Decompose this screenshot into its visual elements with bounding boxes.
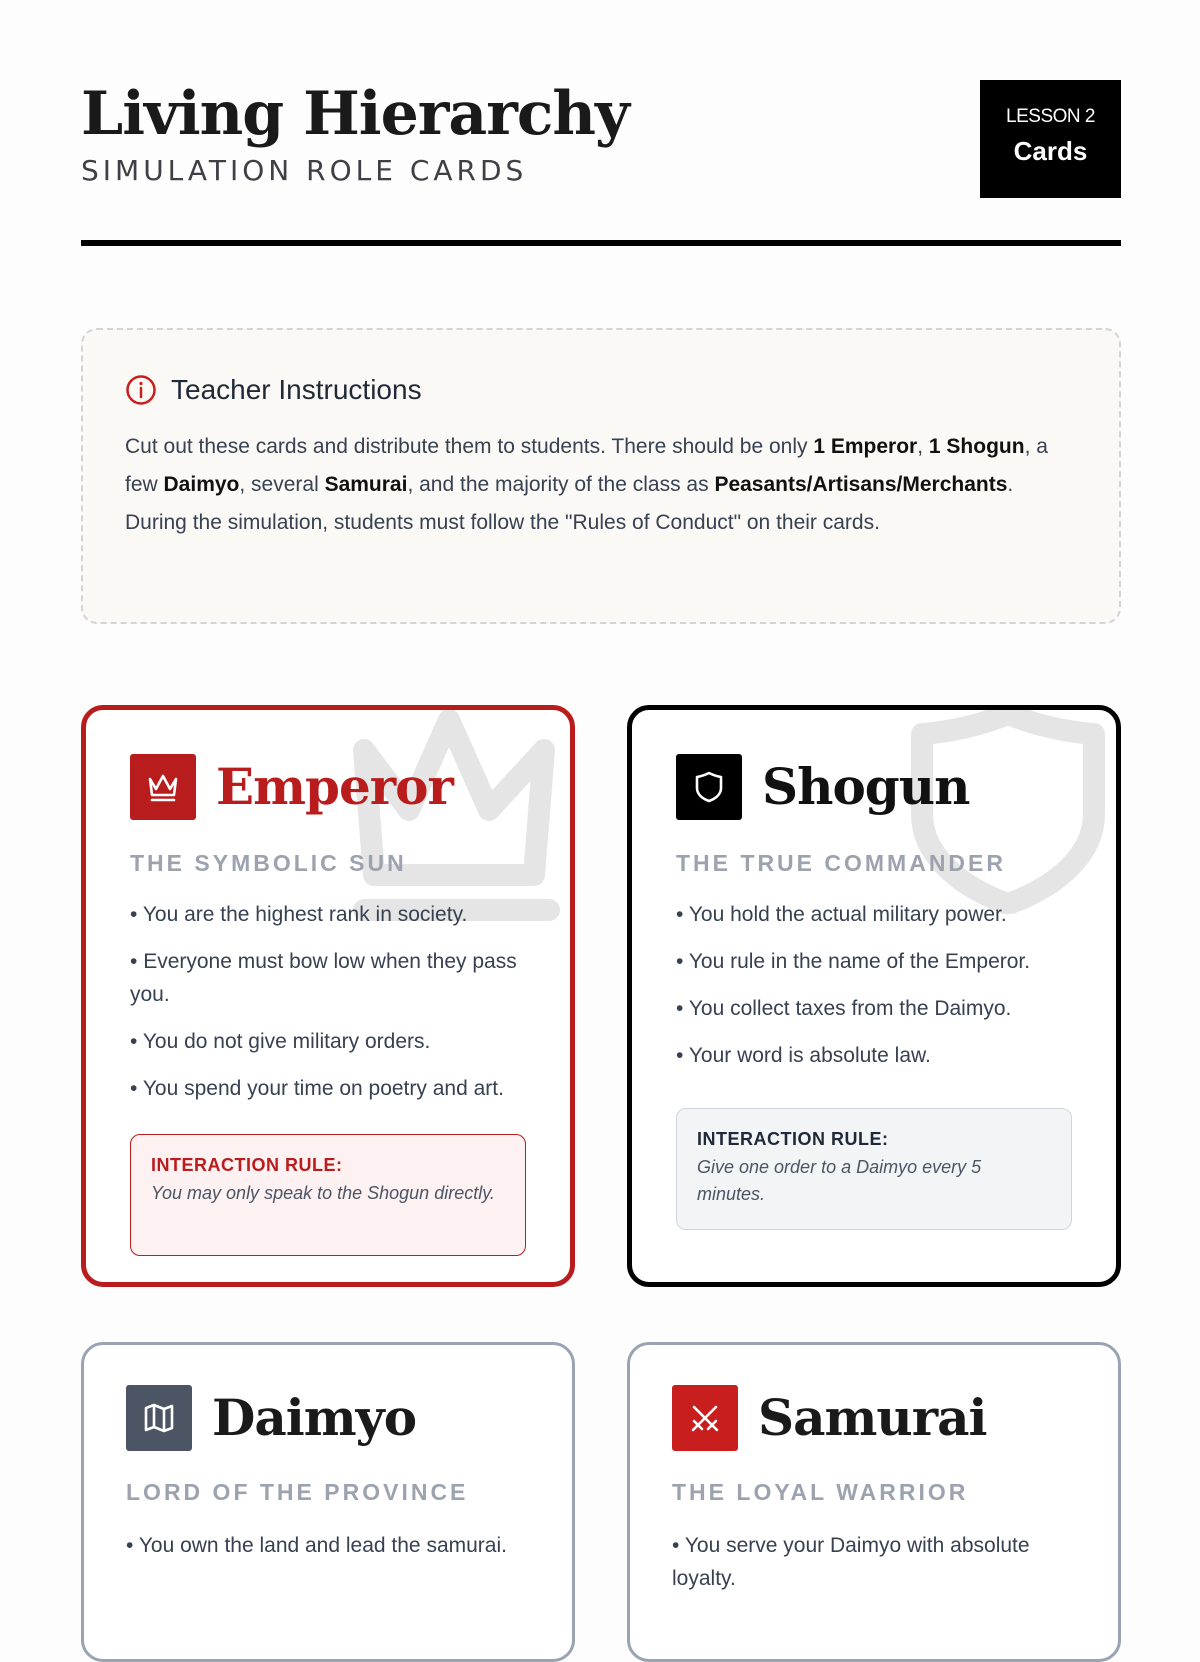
lesson-number: LESSON 2 <box>1006 106 1095 127</box>
instructions-text: , <box>917 435 929 458</box>
instructions-emphasis: 1 Emperor <box>813 435 918 458</box>
instructions-body <box>125 428 1077 542</box>
lesson-label: Cards <box>1013 136 1088 166</box>
instructions-emphasis: 1 Shogun <box>928 435 1025 458</box>
interaction-rule-text: Give one order to a Daimyo every 5 minutes. <box>697 1157 982 1204</box>
interaction-rule-label: INTERACTION RULE: <box>697 1129 889 1149</box>
samurai-card <box>627 1342 1121 1662</box>
samurai-rules-list <box>672 1529 1080 1609</box>
list-item: • You own the land and lead the samurai. <box>126 1529 534 1562</box>
instructions-text: Cut out these cards and distribute them to students. There should be only <box>125 435 814 458</box>
emperor-rules-list <box>130 898 532 1119</box>
shield-icon <box>676 754 742 820</box>
list-item: • You serve your Daimyo with absolute loyalty. <box>672 1529 1080 1595</box>
lesson-badge <box>980 80 1121 198</box>
list-item: • You spend your time on poetry and art. <box>130 1072 532 1105</box>
info-icon <box>125 374 157 406</box>
list-item: • You rule in the name of the Emperor. <box>676 945 1078 978</box>
instructions-text: , several <box>239 473 325 496</box>
daimyo-name: Daimyo <box>212 1388 417 1447</box>
crossed-swords-icon <box>672 1385 738 1451</box>
list-item: • You hold the actual military power. <box>676 898 1078 931</box>
shogun-card <box>627 705 1121 1287</box>
instructions-emphasis: Daimyo <box>163 473 240 496</box>
list-item: • Everyone must bow low when they pass you. <box>130 945 532 1011</box>
page-title: Living Hierarchy <box>81 79 629 149</box>
list-item: • You are the highest rank in society. <box>130 898 532 931</box>
daimyo-subtitle: LORD OF THE PROVINCE <box>126 1479 469 1505</box>
list-item: • Your word is absolute law. <box>676 1039 1078 1072</box>
emperor-subtitle: THE SYMBOLIC SUN <box>130 850 407 876</box>
shogun-name: Shogun <box>762 757 970 816</box>
instructions-text: , a few <box>125 435 1048 496</box>
shogun-subtitle: THE TRUE COMMANDER <box>676 850 1006 876</box>
page-subtitle: SIMULATION ROLE CARDS <box>81 154 528 187</box>
samurai-subtitle: THE LOYAL WARRIOR <box>672 1479 969 1505</box>
map-icon <box>126 1385 192 1451</box>
instructions-title: Teacher Instructions <box>171 374 422 405</box>
crown-icon <box>130 754 196 820</box>
emperor-interaction-rule <box>130 1134 526 1256</box>
interaction-rule-text: You may only speak to the Shogun directly. <box>151 1183 495 1203</box>
instructions-text: , and the majority of the class as <box>407 473 715 496</box>
page-header <box>81 78 1121 248</box>
shogun-rules-list <box>676 898 1078 1086</box>
instructions-text: . During the simulation, students must follow the "Rules of Conduct" on their cards. <box>125 473 1014 534</box>
emperor-name: Emperor <box>216 757 453 816</box>
list-item: • You do not give military orders. <box>130 1025 532 1058</box>
instructions-emphasis: Peasants/Artisans/Merchants <box>714 473 1008 496</box>
samurai-name: Samurai <box>758 1388 987 1447</box>
list-item: • You collect taxes from the Daimyo. <box>676 992 1078 1025</box>
emperor-card <box>81 705 575 1287</box>
daimyo-card <box>81 1342 575 1662</box>
instructions-emphasis: Samurai <box>324 473 408 496</box>
teacher-instructions-box <box>81 328 1121 624</box>
header-divider <box>81 240 1121 246</box>
daimyo-rules-list <box>126 1529 534 1576</box>
shogun-interaction-rule <box>676 1108 1072 1230</box>
interaction-rule-label: INTERACTION RULE: <box>151 1155 343 1175</box>
